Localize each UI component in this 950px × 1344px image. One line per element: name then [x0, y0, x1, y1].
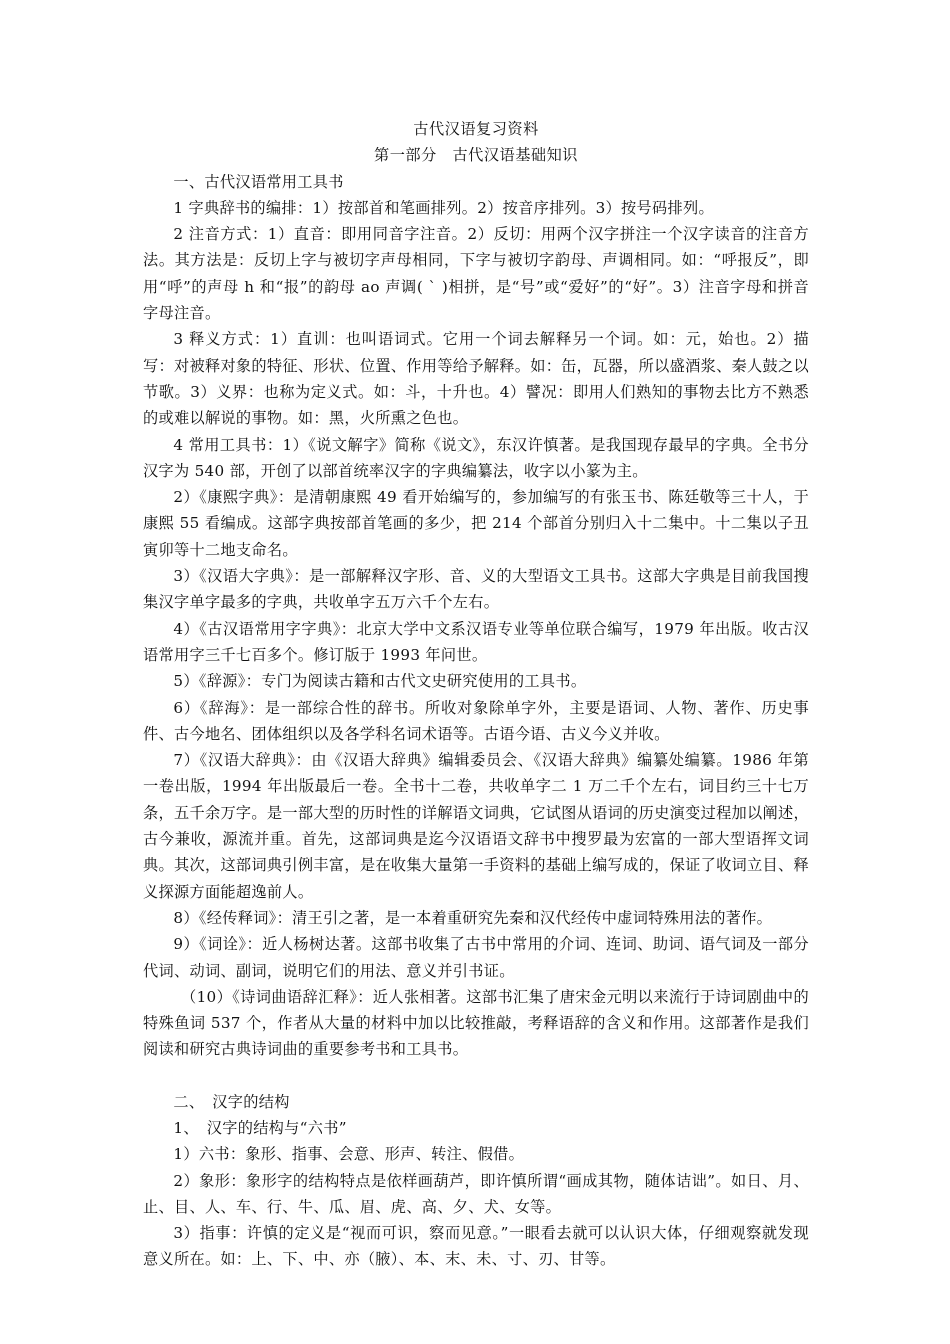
paragraph: 2 注音方式：1）直音：即用同音字注音。2）反切：用两个汉字拼注一个汉字读音的注音方法。其方法是：反切上字与被切字声母相同，下字与被切字韵母、声调相同。如：“呼报反”，即用“呼”的声母 h 和“报”的韵母 ao 声调( ` )相拼，是“号”或“爱好”的“好”。3）注音字母和拼音字母注音。	[143, 225, 809, 323]
paragraph: 9）《词诠》：近人杨树达著。这部书收集了古书中常用的介词、连词、助词、语气词及一部分代词、动词、副词，说明它们的用法、意义并引书证。	[143, 935, 809, 980]
section-heading: 一、古代汉语常用工具书	[173, 172, 344, 191]
spacer	[143, 1063, 809, 1089]
paragraph: 3）《汉语大字典》：是一部解释汉字形、音、义的大型语文工具书。这部大字典是目前我国搜集汉字单字最多的字典，共收单字五万六千个左右。	[143, 567, 809, 612]
document-title: 古代汉语复习资料	[413, 120, 539, 138]
paragraph: 1）六书：象形、指事、会意、形声、转注、假借。	[173, 1145, 525, 1164]
paragraph: 3）指事：许慎的定义是“视而可识，察而见意。”一眼看去就可以认识大体，仔细观察就发现意义所在。如：上、下、中、亦（腋）、本、末、未、寸、刃、甘等。	[143, 1224, 809, 1269]
paragraph: 3 释义方式：1）直训：也叫语词式。它用一个词去解释另一个词。如：元，始也。2）描写：对被释对象的特征、形状、位置、作用等给予解释。如：缶，瓦器，所以盛酒浆、秦人鼓之以节歌。3）义界：也称为定义式。如：斗，十升也。4）譬况：即用人们熟知的事物去比方不熟悉的或难以解说的事物。如：黑，火所熏之色也。	[143, 330, 809, 428]
subsection-heading: 1、 汉字的结构与“六书”	[173, 1118, 347, 1137]
paragraph: 2）《康熙字典》：是清朝康熙 49 看开始编写的，参加编写的有张玉书、陈廷敬等三十人，于康熙 55 看编成。这部字典按部首笔画的多少，把 214 个部首分别归入十二集中。十二集以子丑寅卯等十二地支命名。	[143, 488, 809, 559]
paragraph: （10）《诗词曲语辞汇释》：近人张相著。这部书汇集了唐宋金元明以来流行于诗词剧曲中的特殊鱼词 537 个，作者从大量的材料中加以比较推敲，考释语辞的含义和作用。这部著作是我们阅读和研究古典诗词曲的重要参考书和工具书。	[143, 987, 809, 1059]
paragraph: 4）《古汉语常用字字典》：北京大学中文系汉语专业等单位联合编写，1979 年出版。收古汉语常用字三千七百多个。修订版于 1993 年问世。	[143, 619, 809, 664]
paragraph: 7）《汉语大辞典》：由《汉语大辞典》编辑委员会、《汉语大辞典》编纂处编纂。1986 年第一卷出版，1994 年出版最后一卷。全书十二卷，共收单字二 1 万二千个左右，词目约三十七万条，五千余万字。是一部大型的历时性的详解语文词典，它试图从语词的历史演变过程加以阐述，古今兼收，源流并重。首先，这部词典是迄今汉语语文辞书中搜罗最为宏富的一部大型语挥文词典。其次，这部词典引例丰富，是在收集大量第一手资料的基础上编写成的，保证了收词立目、释义探源方面能超逸前人。	[143, 751, 809, 901]
paragraph: 6）《辞海》：是一部综合性的辞书。所收对象除单字外，主要是语词、人物、著作、历史事件、古今地名、团体组织以及各学科名词术语等。古语今语、古义今义并收。	[143, 698, 809, 743]
paragraph: 8）《经传释词》：清王引之著，是一本着重研究先秦和汉代经传中虚词特殊用法的著作。	[173, 908, 773, 927]
paragraph: 2）象形：象形字的结构特点是依样画葫芦，即许慎所谓“画成其物，随体诘诎”。如日、月、止、目、人、车、行、牛、瓜、眉、虎、高、夕、犬、女等。	[143, 1171, 809, 1216]
part-title: 第一部分 古代汉语基础知识	[374, 146, 578, 165]
paragraph: 4 常用工具书：1）《说文解字》简称《说文》，东汉许慎著。是我国现存最早的字典。全书分汉字为 540 部，开创了以部首统率汉字的字典编纂法，收字以小篆为主。	[143, 435, 809, 480]
paragraph: 5）《辞源》：专门为阅读古籍和古代文史研究使用的工具书。	[173, 672, 587, 691]
section-heading: 二、 汉字的结构	[173, 1092, 290, 1111]
document-page	[143, 116, 809, 1273]
paragraph: 1 字典辞书的编排：1）按部首和笔画排列。2）按音序排列。3）按号码排列。	[173, 198, 714, 217]
